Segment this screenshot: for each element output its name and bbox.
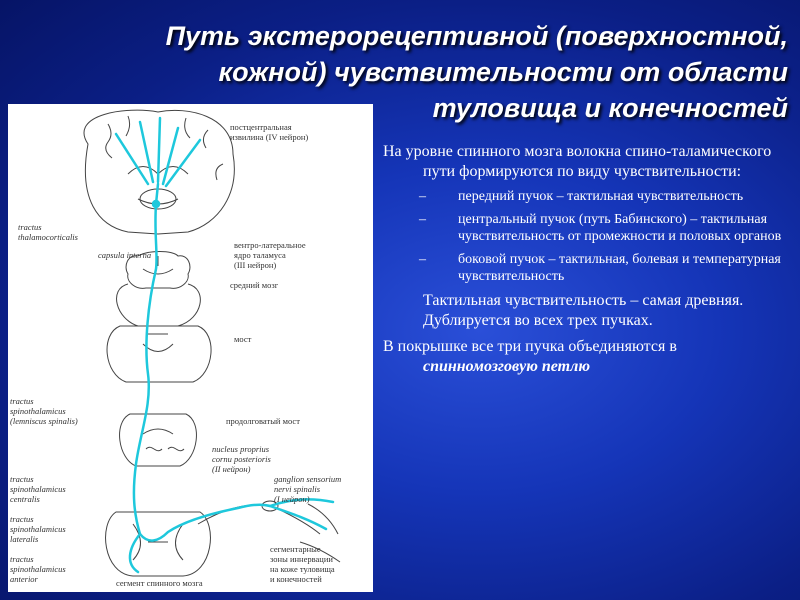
bundle-text: передний пучок – тактильная чувствительность: [458, 189, 744, 204]
label-capsula: capsula interna: [98, 250, 152, 260]
label-segment: сегмент спинного мозга: [116, 578, 203, 588]
label-ganglion: ganglion sensorium nervi spinalis (I нейрон): [274, 474, 342, 504]
final-text: В покрышке все три пучка объединяются в: [383, 338, 677, 355]
label-tract-central: tractus spinothalamicus centralis: [10, 474, 66, 504]
bundle-item-central: [383, 211, 788, 245]
title-line-1: Путь экстерорецептивной (поверхностной,: [165, 21, 788, 51]
label-medulla: продолговатый мост: [226, 416, 300, 426]
dash-marker: –: [419, 189, 426, 204]
label-lemniscus: tractus spinothalamicus (lemniscus spinalis): [10, 396, 78, 426]
label-nucleus: nucleus proprius cornu posterioris (II нейрон): [212, 444, 271, 474]
bundle-text: центральный пучок (путь Бабинского) – тактильная чувствительность от промежности и половых органов: [458, 212, 782, 244]
label-tract-anterior: tractus spinothalamicus anterior: [10, 554, 66, 584]
anatomy-diagram: [8, 104, 373, 592]
label-thalamus: вентро-латеральное ядро таламуса (III нейрон): [234, 240, 306, 270]
spinal-pathway: [140, 505, 270, 541]
label-pons: мост: [234, 334, 252, 344]
label-midbrain: средний мозг: [230, 280, 279, 290]
label-thalamocortical: tractus thalamocorticalis: [18, 222, 78, 242]
label-tract-lateral: tractus spinothalamicus lateralis: [10, 514, 66, 544]
midbrain-lower: [117, 284, 201, 326]
dash-marker: –: [419, 212, 426, 227]
final-highlight: спинномозговую петлю: [423, 358, 591, 375]
label-postcentral: постцентральная извилина (IV нейрон): [230, 122, 309, 142]
intro-paragraph: На уровне спинного мозга волокна спино-таламического пути формируются по виду чувствительности:: [383, 143, 772, 180]
spinal-cord-section: [106, 512, 211, 576]
bundle-text: боковой пучок – тактильная, болевая и температурная чувствительность: [458, 252, 781, 284]
bundle-item-anterior: [383, 188, 788, 205]
bundle-item-lateral: [383, 251, 788, 285]
medulla-section: [120, 414, 197, 466]
slide-body: [383, 142, 788, 377]
label-segmental: сегментарные зоны иннервации на коже туловища и конечностей: [270, 544, 335, 584]
cortical-fibers: [116, 118, 200, 186]
final-paragraph: [383, 337, 788, 377]
dash-marker: –: [419, 252, 426, 267]
title-line-3: туловища и конечностей: [432, 93, 788, 123]
title-line-2: кожной) чувствительности от области: [218, 57, 788, 87]
bundle-list: [383, 188, 788, 285]
tactile-note: Тактильная чувствительность – самая древняя. Дублируется во всех трех пучках.: [423, 292, 744, 329]
